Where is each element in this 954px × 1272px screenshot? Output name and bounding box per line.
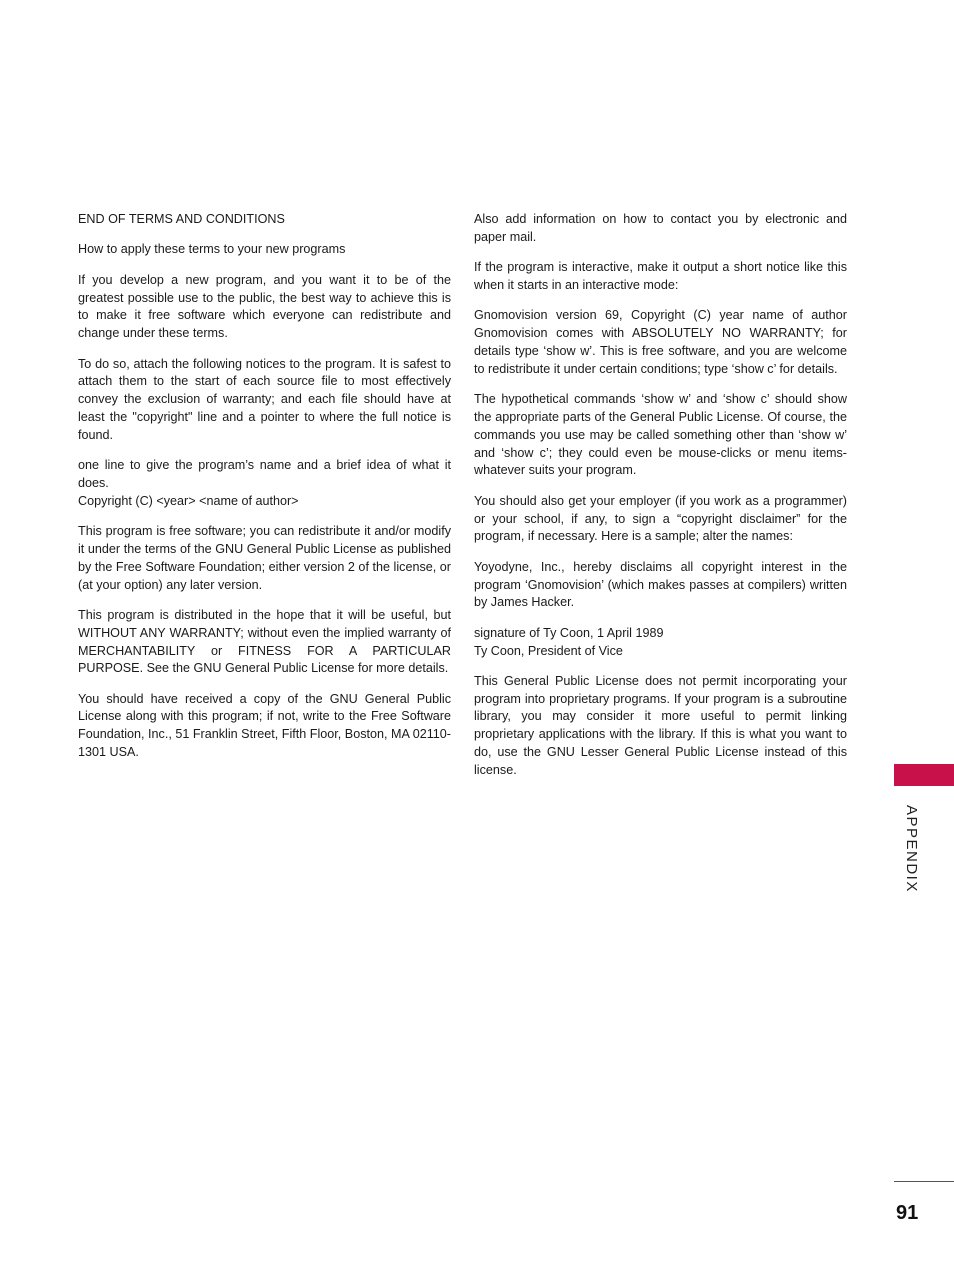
paragraph-no-warranty: This program is distributed in the hope that it will be useful, but WITHOUT ANY WARRANTY; without even the implied warranty of MERCHANTABILITY or FITNESS FOR A PARTICULAR PURPOSE. See the GNU General Public License for more details.: [78, 607, 451, 676]
left-column: [78, 211, 451, 774]
paragraph-contact-info: Also add information on how to contact you by electronic and paper mail.: [474, 212, 847, 244]
right-column: [474, 211, 847, 792]
how-to-apply-heading: How to apply these terms to your new programs: [78, 242, 346, 257]
copyright-line: Copyright (C) <year> <name of author>: [78, 493, 299, 508]
paragraph-develop-new-program: If you develop a new program, and you want it to be of the greatest possible use to the public, the best way to achieve this is to make it free software which everyone can redistribute and change under these terms.: [78, 272, 451, 341]
footer-divider: [894, 1181, 954, 1182]
appendix-section-label: APPENDIX: [903, 805, 920, 893]
signature-block: [474, 625, 847, 661]
paragraph-yoyodyne-disclaimer: Yoyodyne, Inc., hereby disclaims all copyright interest in the program ‘Gnomovision’ (which makes passes at compilers) written by James Hacker.: [474, 559, 847, 610]
appendix-section-tab: [894, 764, 954, 786]
paragraph-attach-notices: To do so, attach the following notices to the program. It is safest to attach them to the start of each source file to most effectively convey the exclusion of warranty; and each file should have at least the "copyright" line and a pointer to where the full notice is found.: [78, 356, 451, 442]
paragraph-hypothetical-commands: The hypothetical commands ‘show w’ and ‘show c’ should show the appropriate parts of the General Public License. Of course, the commands you use may be called something other than ‘show w’ and ‘show c’; they could even be mouse-clicks or menu items-whatever suits your program.: [474, 392, 847, 478]
paragraph-received-copy: You should have received a copy of the GNU General Public License along with this program; if not, write to the Free Software Foundation, Inc., 51 Franklin Street, Fifth Floor, Boston, MA 02110-1301 USA.: [78, 691, 451, 760]
paragraph-one-line-description: one line to give the program’s name and a brief idea of what it does.: [78, 458, 451, 490]
paragraph-employer-disclaimer: You should also get your employer (if you work as a programmer) or your school, if any, to sign a “copyright disclaimer” for the program, if necessary. Here is a sample; alter the names:: [474, 493, 847, 544]
signature-line: signature of Ty Coon, 1 April 1989: [474, 625, 664, 640]
end-of-terms-heading: END OF TERMS AND CONDITIONS: [78, 212, 285, 226]
paragraph-free-software: This program is free software; you can redistribute it and/or modify it under the terms of the GNU General Public License as published by the Free Software Foundation; either version 2 of the license, or (at your option) any later version.: [78, 524, 451, 592]
paragraph-lgpl-note: This General Public License does not permit incorporating your program into proprietary programs. If your program is a subroutine library, you may consider it more useful to permit linking proprietary applications with the library. If this is what you want to do, use the GNU Lesser General Public License instead of this license.: [474, 673, 847, 777]
paragraph-gnomovision-sample: Gnomovision version 69, Copyright (C) year name of author Gnomovision comes with ABSOLUTELY NO WARRANTY; for details type ‘show w’. This is free software, and you are welcome to redistribute it under certain conditions; type ‘show c’ for details.: [474, 308, 847, 376]
page-number: 91: [896, 1202, 919, 1224]
paragraph-interactive-notice: If the program is interactive, make it output a short notice like this when it starts in an interactive mode:: [474, 260, 847, 292]
signer-title-line: Ty Coon, President of Vice: [474, 643, 623, 658]
